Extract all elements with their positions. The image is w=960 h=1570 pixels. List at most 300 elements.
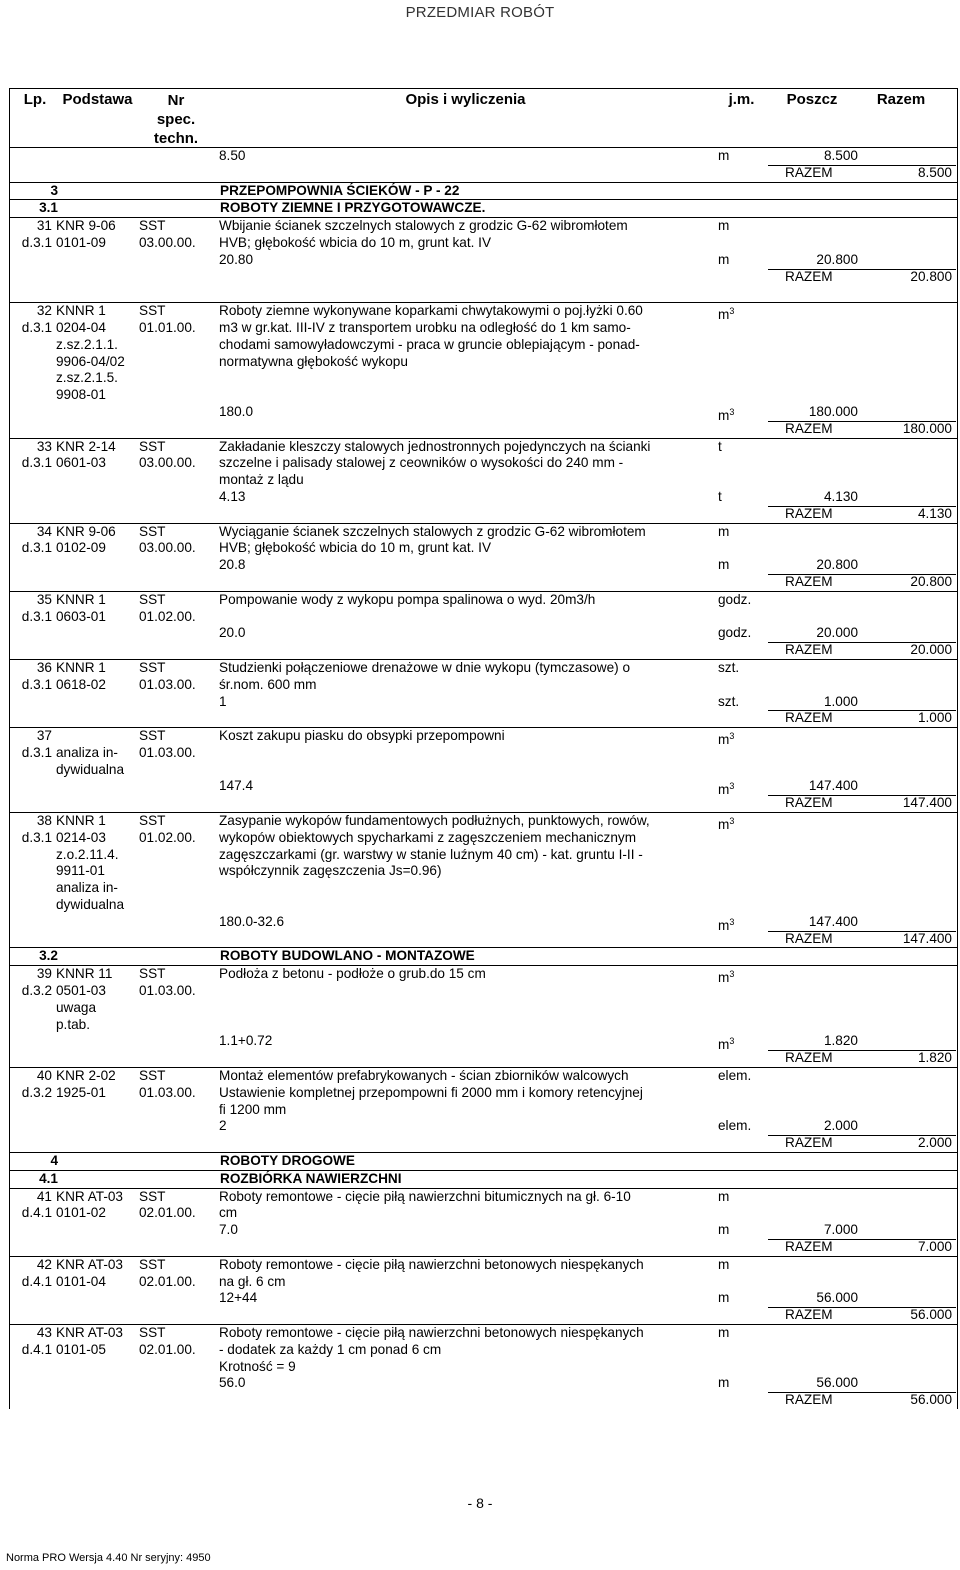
podstawa-text: KNR 9-06: [56, 218, 116, 234]
spec-text: 03.00.00.: [139, 234, 196, 250]
description-text: Wbijanie ścianek szczelnych stalowych z grodzic G-62 wibromłotem: [219, 218, 628, 234]
position-number: 38: [36, 813, 52, 829]
podstawa-text: z.sz.2.1.1.: [56, 336, 118, 352]
calc-value: 1.1+0.72: [219, 1033, 273, 1049]
razem-label: RAZEM: [785, 1307, 833, 1323]
col-nr-header-line: Nr: [167, 92, 185, 109]
section-number: 4: [50, 1153, 58, 1169]
item-line: [10, 931, 957, 948]
podstawa-text: analiza in-: [56, 880, 118, 896]
razem-label: RAZEM: [785, 1239, 833, 1254]
poszcz-value: 20.800: [816, 251, 858, 267]
position-item: [10, 217, 957, 302]
description-text: wykopów obiektowych spycharkami z zagęszczeniem mechanicznym: [219, 829, 637, 845]
podstawa-text: 0204-04: [56, 319, 106, 335]
description-text: Roboty remontowe - cięcie piłą nawierzchni betonowych niespękanych: [219, 1324, 644, 1340]
description-text: cm: [219, 1205, 238, 1221]
poszcz-value: 56.000: [816, 1375, 858, 1391]
description-text: śr.nom. 600 mm: [219, 676, 317, 692]
item-line: [10, 1068, 957, 1085]
spec-text: SST: [139, 1324, 166, 1340]
section-number: 4.1: [39, 1170, 58, 1186]
item-line: [10, 1342, 957, 1359]
podstawa-text: uwaga: [56, 999, 97, 1015]
razem-label: RAZEM: [785, 710, 833, 726]
item-line: [10, 557, 957, 574]
position-chapter: d.3.2: [21, 1084, 52, 1100]
podstawa-text: 0101-04: [56, 1273, 106, 1289]
calc-value: 8.50: [219, 148, 246, 163]
podstawa-text: 0501-03: [56, 983, 106, 999]
description-text: Studzienki połączeniowe drenażowe w dnie wykopu (tymczasowe) o: [219, 659, 631, 675]
position-chapter: d.4.1: [21, 1273, 52, 1289]
podstawa-text: 0603-01: [56, 608, 106, 624]
item-line: [10, 813, 957, 833]
table-body: [10, 148, 957, 1409]
item-line: [10, 592, 957, 609]
description-text: Krotność = 9: [219, 1358, 296, 1374]
description-text: HVB; głębokość wbicia do 10 m, grunt kat. IV: [219, 540, 492, 556]
unit-superscript: 3: [729, 781, 735, 792]
razem-value: 1.820: [917, 1050, 952, 1066]
item-line: [10, 320, 957, 337]
spec-text: 01.01.00.: [139, 319, 196, 335]
calc-value: 20.0: [219, 625, 246, 641]
position-number: 37: [36, 728, 52, 744]
item-line: [10, 421, 957, 438]
spec-text: 03.00.00.: [139, 540, 196, 556]
section-title: ROBOTY BUDOWLANO - MONTAZOWE: [220, 948, 475, 964]
position-item: [10, 591, 957, 659]
item-line: [10, 1205, 957, 1222]
razem-value: 20.000: [910, 642, 952, 658]
spec-text: SST: [139, 1256, 166, 1272]
section-row: [10, 1152, 957, 1170]
position-number: 32: [36, 303, 52, 319]
razem-label: RAZEM: [785, 642, 833, 658]
item-line: [10, 847, 957, 864]
item-line: [10, 489, 957, 506]
item-line: [10, 1359, 957, 1376]
description-text: chodami samowyładowczymi - praca w gruncie oblepiającym - ponad-: [219, 336, 640, 352]
item-line: [10, 728, 957, 748]
item-line: [10, 439, 957, 456]
col-nr-header: [135, 89, 217, 147]
unit-superscript: 3: [729, 969, 735, 980]
description-text: - dodatek za każdy 1 cm ponad 6 cm: [219, 1341, 442, 1357]
section-row: [10, 182, 957, 200]
item-line: [10, 1375, 957, 1392]
unit: $m^3$: [718, 306, 735, 323]
spec-text: 01.02.00.: [139, 829, 196, 845]
col-nr-header-line: spec.: [156, 111, 196, 128]
item-line: [10, 387, 957, 404]
position-chapter: d.3.2: [21, 983, 52, 999]
calc-value: 4.13: [219, 488, 246, 504]
item-line: [10, 455, 957, 472]
calc-unit: t: [718, 488, 722, 504]
item-line: [10, 1257, 957, 1274]
podstawa-text: 0214-03: [56, 829, 106, 845]
description-text: Zakładanie kleszczy stalowych jednostronnych pojedynczych na ścianki: [219, 438, 651, 454]
col-podstawa-header: Podstawa: [62, 91, 133, 108]
razem-value: 2.000: [917, 1135, 952, 1151]
item-line: [10, 540, 957, 557]
razem-value: 147.400: [902, 795, 952, 811]
description-text: szczelne i palisady stalowej z ceowników o wysokości do 240 mm -: [219, 455, 624, 471]
item-line: [10, 694, 957, 711]
position-number: 40: [36, 1068, 52, 1084]
section-number: 3.1: [39, 200, 58, 216]
item-line: [10, 1118, 957, 1135]
poszcz-value: 7.000: [823, 1222, 858, 1238]
position-chapter: d.3.1: [21, 608, 52, 624]
position-number: 35: [36, 591, 52, 607]
calc-unit: $m^3$: [718, 916, 735, 933]
item-line: [10, 337, 957, 354]
poszcz-value: 56.000: [816, 1290, 858, 1306]
item-line: [10, 897, 957, 914]
calc-value: 20.80: [219, 251, 254, 267]
calc-value: 56.0: [219, 1375, 246, 1391]
item-line: [10, 914, 957, 931]
description-text: montaż z lądu: [219, 472, 304, 488]
description-text: m3 w gr.kat. III-IV z transportem urobku na odległość do 1 km samo-: [219, 319, 631, 335]
section-title: ROZBIÓRKA NAWIERZCHNI: [220, 1170, 402, 1186]
item-line: [10, 1050, 957, 1067]
section-title: PRZEPOMPOWNIA ŚCIEKÓW - P - 22: [220, 182, 460, 198]
poszcz-value: 1.820: [823, 1033, 858, 1049]
spec-text: 03.00.00.: [139, 455, 196, 471]
poszcz-value: 20.000: [816, 625, 858, 641]
item-line: [10, 1102, 957, 1119]
position-item: [10, 438, 957, 523]
unit: m: [718, 1188, 730, 1204]
item-line: [10, 1135, 957, 1152]
poszcz-value: 1.000: [823, 693, 858, 709]
item-line: [10, 1033, 957, 1053]
position-chapter: d.3.1: [21, 540, 52, 556]
position-item: [10, 727, 957, 812]
razem-label: RAZEM: [785, 1135, 833, 1151]
razem-value: 56.000: [910, 1392, 952, 1408]
razem-label: RAZEM: [785, 164, 833, 180]
spec-text: SST: [139, 813, 166, 829]
podstawa-text: 0102-09: [56, 540, 106, 556]
poszcz-value: 180.000: [808, 403, 858, 419]
unit: m: [718, 218, 730, 234]
spec-text: 01.03.00.: [139, 1084, 196, 1100]
razem-label: RAZEM: [785, 420, 833, 436]
razem-value: 147.400: [902, 930, 952, 946]
position-item: [10, 302, 957, 437]
page-number: - 8 -: [467, 1495, 493, 1511]
item-line: [10, 863, 957, 880]
podstawa-text: KNR AT-03: [56, 1188, 123, 1204]
spec-text: 01.03.00.: [139, 676, 196, 692]
item-line: [10, 370, 957, 387]
carry-razem-line: [10, 165, 957, 182]
description-text: Wyciąganie ścianek szczelnych stalowych z grodzic G-62 wibromłotem: [219, 523, 646, 539]
item-line: [10, 795, 957, 812]
col-lp-header: Lp.: [23, 91, 47, 108]
spec-text: 02.01.00.: [139, 1205, 196, 1221]
section-number: 3: [50, 182, 58, 198]
item-line: [10, 404, 957, 421]
section-number: 3.2: [39, 948, 58, 964]
description-text: współczynnik zagęszczenia Js=0.96): [219, 863, 442, 879]
spec-text: 02.01.00.: [139, 1273, 196, 1289]
podstawa-text: z.sz.2.1.5.: [56, 370, 118, 386]
item-line: [10, 983, 957, 1000]
item-line: [10, 660, 957, 677]
poszcz-value: 2.000: [823, 1118, 858, 1134]
calc-unit: szt.: [718, 693, 740, 709]
description-text: Koszt zakupu piasku do obsypki przepompowni: [219, 728, 505, 744]
unit-superscript: 3: [729, 731, 735, 742]
razem-value: 4.130: [917, 505, 952, 521]
unit: godz.: [718, 591, 752, 607]
position-number: 39: [36, 966, 52, 982]
position-chapter: d.3.1: [21, 829, 52, 845]
razem-value: 56.000: [910, 1307, 952, 1323]
calc-unit: m: [718, 251, 730, 267]
position-number: 34: [36, 523, 52, 539]
razem-value: 8.500: [917, 164, 952, 180]
position-item: [10, 659, 957, 727]
calc-unit: $m^3$: [718, 781, 735, 798]
podstawa-text: z.o.2.11.4.: [56, 846, 119, 862]
unit: elem.: [718, 1068, 752, 1084]
podstawa-text: KNNR 1: [56, 813, 106, 829]
position-item: [10, 1324, 957, 1409]
item-line: [10, 1017, 957, 1034]
item-line: [10, 830, 957, 847]
item-line: [10, 642, 957, 659]
podstawa-text: KNR 2-02: [56, 1068, 116, 1084]
podstawa-text: KNNR 1: [56, 659, 106, 675]
position-chapter: d.3.1: [21, 234, 52, 250]
podstawa-text: KNNR 1: [56, 591, 106, 607]
item-line: [10, 677, 957, 694]
item-line: [10, 303, 957, 323]
col-poszcz-header: Poszcz: [786, 91, 838, 108]
col-jm-header: j.m.: [728, 91, 755, 108]
razem-label: RAZEM: [785, 1050, 833, 1066]
section-row: [10, 199, 957, 217]
spec-text: SST: [139, 659, 166, 675]
item-line: [10, 1290, 957, 1307]
podstawa-text: 9908-01: [56, 387, 106, 403]
position-item: [10, 1188, 957, 1256]
item-line: [10, 218, 957, 235]
razem-label: RAZEM: [785, 930, 833, 946]
poszcz-value: 147.400: [808, 778, 858, 794]
razem-label: RAZEM: [785, 268, 833, 284]
podstawa-text: 0601-03: [56, 455, 106, 471]
item-line: [10, 1222, 957, 1239]
item-line: [10, 269, 957, 286]
calc-unit: godz.: [718, 625, 752, 641]
description-text: na gł. 6 cm: [219, 1273, 286, 1289]
unit-superscript: 3: [729, 816, 735, 827]
spec-text: 01.02.00.: [139, 608, 196, 624]
spec-text: SST: [139, 218, 166, 234]
podstawa-text: analiza in-: [56, 744, 118, 760]
unit: t: [718, 438, 722, 454]
item-line: [10, 1307, 957, 1324]
position-number: 36: [36, 659, 52, 675]
unit-superscript: 3: [729, 306, 735, 317]
podstawa-text: 9911-01: [56, 863, 105, 879]
razem-value: 1.000: [917, 710, 952, 726]
unit: m: [718, 523, 730, 539]
position-number: 41: [36, 1188, 52, 1204]
description-text: zagęszczarkami (gr. warstwy w stanie luźnym 40 cm) - kat. gruntu I-II -: [219, 846, 643, 862]
item-line: [10, 354, 957, 371]
spec-text: SST: [139, 1068, 166, 1084]
position-item: [10, 965, 957, 1067]
position-chapter: d.3.1: [21, 319, 52, 335]
item-line: [10, 745, 957, 762]
section-title: ROBOTY DROGOWE: [220, 1153, 355, 1169]
position-item: [10, 812, 957, 947]
spec-text: SST: [139, 966, 166, 982]
podstawa-text: 9906-04/02: [56, 353, 125, 369]
description-text: Roboty ziemne wykonywane koparkami chwytakowymi o poj.łyżki 0.60: [219, 303, 643, 319]
calc-unit: m: [718, 1375, 730, 1391]
razem-value: 20.800: [910, 268, 952, 284]
item-line: [10, 252, 957, 269]
description-text: Ustawienie kompletnej przepompowni fi 2000 mm i komory retencyjnej: [219, 1084, 643, 1100]
spec-text: 02.01.00.: [139, 1341, 196, 1357]
poszcz-value: 147.400: [808, 913, 858, 929]
calc-value: 20.8: [219, 557, 246, 573]
unit: m: [718, 1324, 730, 1340]
item-line: [10, 574, 957, 591]
item-line: [10, 625, 957, 642]
spec-text: 01.03.00.: [139, 744, 196, 760]
unit-superscript: 3: [729, 916, 735, 927]
description-text: Pompowanie wody z wykopu pompa spalinowa o wyd. 20m3/h: [219, 591, 596, 607]
position-chapter: d.3.1: [21, 455, 52, 471]
calc-unit: elem.: [718, 1118, 752, 1134]
item-line: [10, 1189, 957, 1206]
calc-value: 7.0: [219, 1222, 238, 1238]
description-text: normatywna głębokość wykopu: [219, 353, 408, 369]
podstawa-text: 1925-01: [56, 1084, 106, 1100]
item-line: [10, 880, 957, 897]
col-nr-header-line: techn.: [153, 130, 199, 147]
calc-unit: m: [718, 557, 730, 573]
description-text: Roboty remontowe - cięcie piłą nawierzchni betonowych niespękanych: [219, 1256, 644, 1272]
description-text: Montaż elementów prefabrykowanych - ścian zbiorników walcowych: [219, 1068, 629, 1084]
podstawa-text: dywidualna: [56, 897, 125, 913]
calc-unit: m: [718, 1222, 730, 1238]
position-number: 42: [36, 1256, 52, 1272]
section-row: [10, 947, 957, 965]
calc-value: 180.0-32.6: [219, 913, 285, 929]
spec-text: SST: [139, 591, 166, 607]
col-opis-header: Opis i wyliczenia: [405, 91, 526, 108]
col-razem-header: Razem: [876, 91, 926, 108]
item-line: [10, 710, 957, 727]
calc-value: 12+44: [219, 1290, 258, 1306]
calc-value: 180.0: [219, 403, 254, 419]
calc-value: 1: [219, 693, 227, 709]
podstawa-text: 0101-05: [56, 1341, 106, 1357]
poszcz-value: 8.500: [823, 148, 858, 163]
unit: $m^3$: [718, 731, 735, 748]
razem-label: RAZEM: [785, 505, 833, 521]
item-line: [10, 285, 957, 302]
spec-text: SST: [139, 728, 166, 744]
poszcz-value: 20.800: [816, 557, 858, 573]
spec-text: SST: [139, 303, 166, 319]
spec-text: 01.03.00.: [139, 983, 196, 999]
spec-text: SST: [139, 438, 166, 454]
position-chapter: d.3.1: [21, 676, 52, 692]
podstawa-text: p.tab.: [56, 1016, 91, 1032]
podstawa-text: KNR AT-03: [56, 1324, 123, 1340]
position-chapter: d.4.1: [21, 1205, 52, 1221]
section-row: [10, 1170, 957, 1188]
razem-value: 7.000: [917, 1239, 952, 1254]
position-item: [10, 523, 957, 591]
estimate-table: [9, 88, 958, 1409]
calc-value: 147.4: [219, 778, 254, 794]
unit: szt.: [718, 659, 740, 675]
calc-unit: $m^3$: [718, 1036, 735, 1053]
position-chapter: d.4.1: [21, 1341, 52, 1357]
podstawa-text: dywidualna: [56, 761, 125, 777]
razem-value: 180.000: [902, 420, 952, 436]
item-line: [10, 1325, 957, 1342]
item-line: [10, 1274, 957, 1291]
item-line: [10, 1392, 957, 1409]
podstawa-text: KNR AT-03: [56, 1256, 123, 1272]
item-line: [10, 1085, 957, 1102]
unit-superscript: 3: [729, 406, 735, 417]
item-line: [10, 778, 957, 798]
item-line: [10, 524, 957, 541]
podstawa-text: KNR 9-06: [56, 523, 116, 539]
description-text: fi 1200 mm: [219, 1101, 287, 1117]
page-title: PRZEDMIAR ROBÓT: [405, 4, 555, 21]
description-text: Roboty remontowe - cięcie piłą nawierzchni bitumicznych na gł. 6-10: [219, 1188, 631, 1204]
poszcz-value: 4.130: [823, 488, 858, 504]
calc-unit: $m^3$: [718, 406, 735, 423]
spec-text: SST: [139, 523, 166, 539]
razem-label: RAZEM: [785, 1392, 833, 1408]
unit: $m^3$: [718, 969, 735, 986]
calc-value: 2: [219, 1118, 227, 1134]
position-item: [10, 1256, 957, 1324]
position-number: 33: [36, 438, 52, 454]
spec-text: SST: [139, 1188, 166, 1204]
item-line: [10, 762, 957, 779]
item-line: [10, 609, 957, 626]
item-line: [10, 1239, 957, 1256]
item-line: [10, 472, 957, 489]
section-title: ROBOTY ZIEMNE I PRZYGOTOWAWCZE.: [220, 200, 486, 216]
razem-label: RAZEM: [785, 795, 833, 811]
podstawa-text: 0618-02: [56, 676, 106, 692]
position-chapter: d.3.1: [21, 744, 52, 760]
description-text: Zasypanie wykopów fundamentowych podłużnych, punktowych, rowów,: [219, 813, 650, 829]
position-number: 43: [36, 1324, 52, 1340]
item-line: [10, 966, 957, 986]
